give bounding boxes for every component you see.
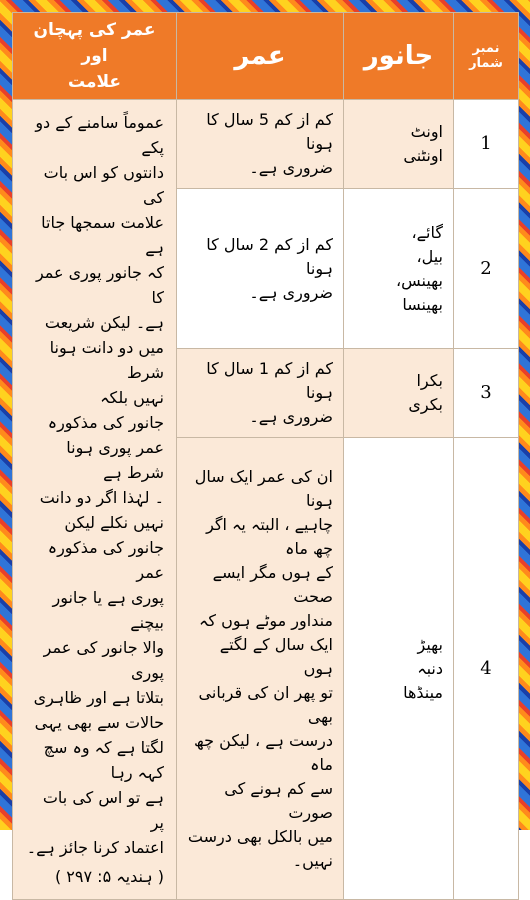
marks-text-line: میں دو دانت ہونا شرط — [49, 338, 164, 382]
content-panel — [12, 12, 518, 886]
age-cell — [177, 438, 344, 900]
animal-name: گائے، — [411, 222, 443, 242]
header-marks-line: علامت — [67, 72, 122, 92]
age-cell — [177, 189, 344, 349]
marks-text-line: اعتماد کرنا جائز ہے۔ — [26, 838, 164, 857]
animal-age-table — [12, 12, 519, 900]
header-age: عمر — [177, 13, 344, 100]
header-animal: جانور — [344, 13, 454, 100]
age-text-line: کم از کم 2 سال کا ہونا — [206, 234, 333, 278]
marks-text-line: پوری ہے یا جانور بیچنے — [52, 588, 164, 632]
age-text-line: کم از کم 5 سال کا ہونا — [206, 110, 333, 153]
animal-cell — [344, 349, 454, 438]
age-text-line: ضروری ہے۔ — [249, 158, 333, 177]
age-text-line: تو پھر ان کی قربانی بھی — [198, 682, 333, 726]
animal-name: بھینس، — [395, 270, 443, 290]
marks-cell — [13, 100, 177, 900]
age-text-line: درست ہے ، لیکن چھ ماہ — [194, 730, 333, 774]
animal-cell — [344, 438, 454, 900]
marks-text-line: جانور کی مذکورہ عمر — [47, 538, 164, 582]
header-marks — [13, 13, 177, 100]
age-text-line: ایک سال کے لگتے ہوں — [219, 634, 333, 678]
age-text-line: ضروری ہے۔ — [249, 282, 333, 302]
animal-name: اونٹ — [410, 122, 443, 141]
age-text-line: کم از کم 1 سال کا ہونا — [206, 359, 333, 402]
row-number: 3 — [454, 349, 519, 438]
row-number: 2 — [454, 189, 519, 349]
marks-text-line: نہیں نکلے لیکن — [64, 513, 164, 532]
animal-cell — [344, 100, 454, 189]
table-row — [13, 100, 519, 189]
marks-text-line: ۔ لہٰذا اگر دو دانت — [39, 488, 164, 507]
animal-name: بیل، — [416, 246, 443, 266]
age-text-line: ضروری ہے۔ — [249, 407, 333, 426]
marks-text-line: ہے تو اس کی بات پر — [42, 788, 164, 832]
citation: ( ہندیہ ۵: ۲۹۷ ) — [54, 867, 164, 886]
animal-name: بکرا — [416, 371, 443, 390]
age-cell — [177, 349, 344, 438]
marks-text-line: بتلاتا ہے اور ظاہری — [33, 688, 164, 707]
marks-text-line: علامت سمجھا جاتا ہے — [41, 213, 164, 257]
animal-name: مینڈھا — [403, 682, 443, 702]
marks-text-line: لگتا ہے کہ وہ سچ کہہ رہا — [43, 738, 164, 782]
row-number: 1 — [454, 100, 519, 189]
age-text-line: میں بالکل بھی درست — [187, 826, 333, 846]
marks-text-line: عموماً سامنے کے دو پکے — [35, 113, 164, 157]
animal-name: اونٹنی — [403, 146, 443, 165]
age-cell — [177, 100, 344, 189]
marks-text-line: نہیں بلکہ — [100, 388, 164, 407]
age-text-line: چاہیے ، البتہ یہ اگر چھ ماہ — [206, 514, 333, 558]
animal-cell — [344, 189, 454, 349]
animal-name: بکری — [408, 395, 443, 414]
row-number: 4 — [454, 438, 519, 900]
age-text-line: منداور موٹے ہوں کہ — [199, 610, 333, 630]
age-text-line: سے کم ہونے کی صورت — [224, 778, 333, 822]
header-number: نمبر شمار — [454, 13, 519, 100]
marks-text-line: عمر پوری ہونا شرط ہے — [66, 438, 164, 482]
animal-name: دنبہ — [417, 658, 443, 678]
age-text-line: ان کی عمر ایک سال ہونا — [194, 466, 333, 510]
header-marks-line: عمر کی پہچان اور — [33, 20, 156, 66]
marks-text-line: والا جانور کی عمر پوری — [43, 638, 164, 682]
marks-text-line: ہے۔ لیکن شریعت — [44, 313, 164, 332]
age-text-line: نہیں۔ — [292, 850, 333, 870]
age-text-line: کے ہوں مگر ایسے صحت — [212, 562, 333, 606]
marks-text-line: جانور کی مذکورہ — [47, 413, 164, 432]
marks-text-line: دانتوں کو اس بات کی — [43, 163, 164, 207]
marks-text-line: کہ جانور پوری عمر کا — [35, 263, 164, 307]
header-row — [13, 13, 519, 100]
animal-name: بھیڑ — [417, 634, 443, 654]
animal-name: بھینسا — [402, 294, 443, 314]
marks-text-line: حالات سے بھی یہی — [34, 713, 164, 732]
